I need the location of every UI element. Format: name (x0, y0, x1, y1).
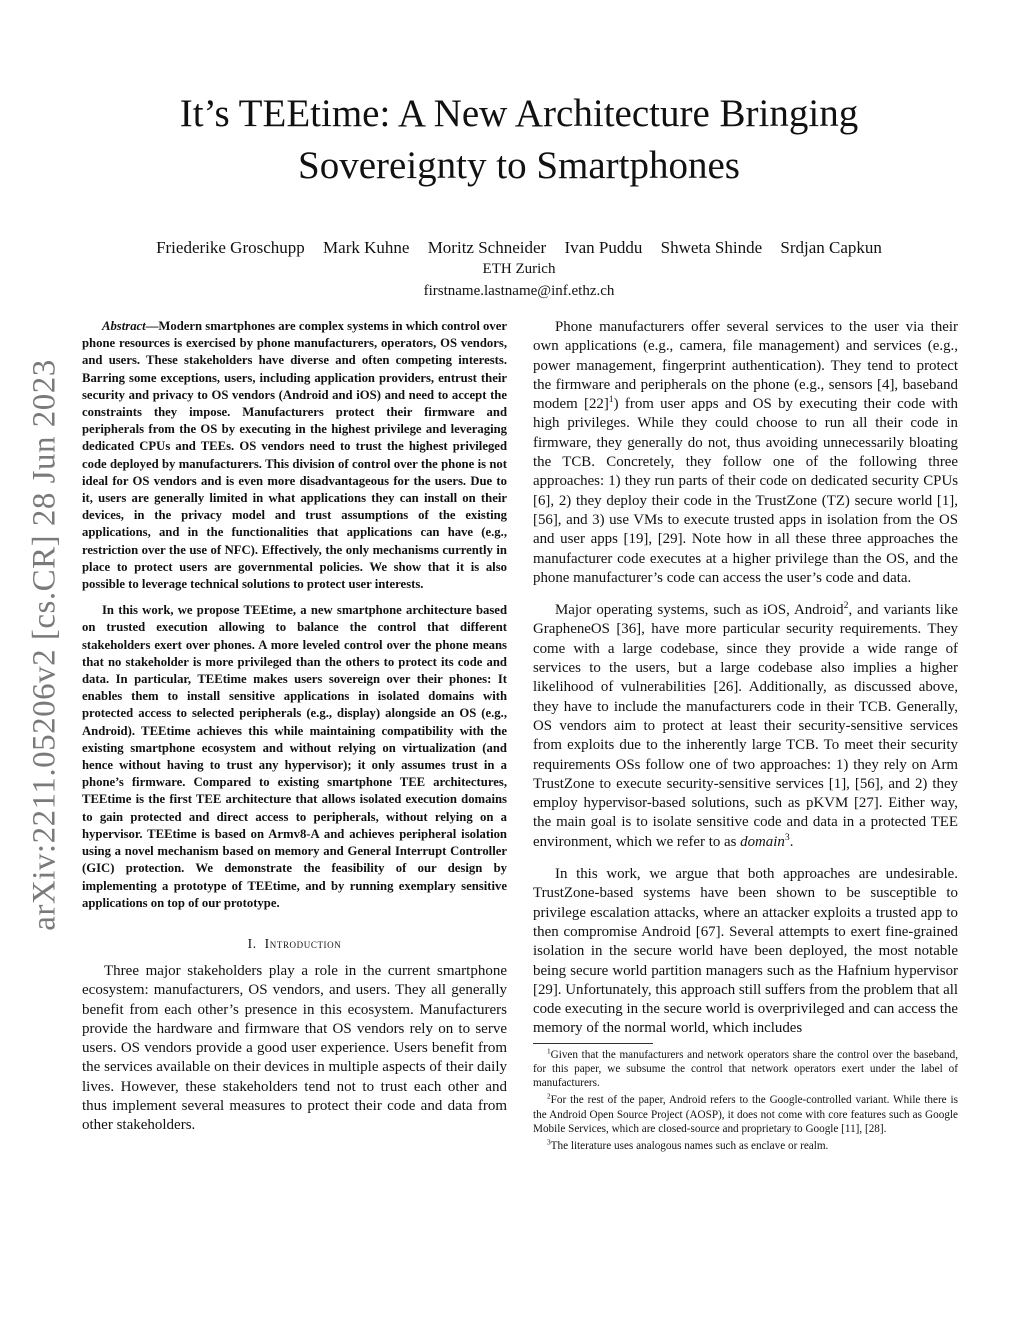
abstract-paragraph-1 (82, 318, 507, 593)
author: Friederike Groschupp (156, 238, 305, 257)
arxiv-side-identifier (10, 360, 80, 930)
arxiv-id-text: arXiv:2211.05206v2 [cs.CR] 28 Jun 2023 (26, 359, 63, 931)
section-title: Introduction (264, 935, 342, 951)
abstract (82, 318, 507, 912)
intro-paragraph-4: In this work, we argue that both approaches are undesirable. TrustZone-based systems have been shown to be susceptible to privilege escalation attacks, where an attacker exploits a trusted app to then compromise Android [67]. Several attempts to exert fine-grained isolation in the secure world have been deployed, the most notable being secure world partition managers such as the Hafnium hypervisor [29]. Unfortunately, this approach still suffers from the problem that all code executing in the secure world is overprivileged and can access the memory of the normal world, which includes (533, 866, 958, 1037)
author: Shweta Shinde (660, 238, 763, 257)
footnote-ref-1: 1 (608, 394, 614, 406)
abstract-dash: — (145, 319, 159, 333)
intro-paragraph-2: Phone manufacturers offer several services to the user via their own applications (e.g., camera, file management) and services (e.g., power management, fingerprint authentication). They tend to protect the firmware and peripherals on the phone (e.g., sensors [4], baseband modem $[22]^1$) from user apps and OS by executing their code with high privileges. While they could choose to run all their code in firmware, they generally do not, thus avoiding unnecessarily bloating the TCB. Concretely, they follow one of the following three approaches: 1) they run parts of their code on dedicated security CPUs [6], 2) they deploy their code in the TrustZone (TZ) secure world [1], [56], and 3) use VMs to execute trusted apps in isolation from the OS and user apps [19], [29]. Note how in all these three approaches the manufacturer code executes at a higher privilege than the OS, and the phone manufacturer’s code can access the user’s code and data. (533, 319, 958, 586)
paper-title (80, 88, 958, 192)
author-email: firstname.lastname@inf.ethz.ch (423, 283, 615, 299)
affiliation: ETH Zurich (482, 261, 556, 277)
footnote-1: $^1$Given that the manufacturers and network operators share the control over the baseband, for this paper, we subsume the control that network operators exert under the label of manufacturers. (533, 1046, 958, 1090)
abstract-paragraph-2: In this work, we propose TEEtime, a new smartphone architecture based on trusted execution allowing to balance the control that different stakeholders exert over phones. A more leveled control over the phone means that no stakeholder is more privileged than the others to protect its code and data. In particular, TEEtime makes users sovereign over their phones: It enables them to install sensitive applications in isolated domains with protected access to selected peripherals (e.g., display) alongside an OS (e.g., Android). TEEtime achieves this while maintaining compatibility with the existing smartphone ecosystem and without relying on virtualization (and hence without having to trust any hypervisor); it only assumes trust in a phone’s firmware. Compared to existing smartphone TEE architectures, TEEtime is the first TEE architecture that allows isolated execution domains to gain protected and direct access to peripherals, without relying on a hypervisor. TEEtime is based on Armv8-A and achieves peripheral isolation using a novel mechanism based on memory and General Interrupt Controller (GIC) protection. We demonstrate the feasibility of our design by implementing a prototype of TEEtime, and by running exemplary sensitive applications on top of our prototype. (82, 603, 507, 910)
author: Moritz Schneider (427, 238, 547, 257)
right-column (533, 318, 958, 1153)
author: Mark Kuhne (323, 238, 410, 257)
left-column (82, 318, 507, 1136)
abstract-label: Abstract (102, 319, 146, 333)
section-number: I. (247, 935, 257, 951)
footnote-3: $^3$The literature uses analogous names such as enclave or realm. (547, 1138, 829, 1152)
section-heading-introduction (82, 936, 507, 952)
intro-paragraph-1: Three major stakeholders play a role in the current smartphone ecosystem: manufacturers, OS vendors, and users. They all generally benefit from each other’s presence in this ecosystem. Manufacturers provide the hardware and firmware that OS vendors rely on to serve users. OS vendors provide a good user experience. Users benefit from the services available on their devices in multiple aspects of their daily lives. However, these stakeholders tend not to trust each other and thus implement several measures to protect their code and data from other stakeholders. (82, 962, 507, 1134)
author-list (80, 238, 958, 258)
intro-text-right (533, 318, 958, 1039)
author: Ivan Puddu (564, 238, 643, 257)
domain-term: domain (740, 833, 785, 850)
footnote-divider (533, 1043, 653, 1044)
author: Srdjan Capkun (780, 238, 882, 257)
footnote-ref-2: 2 (843, 600, 849, 612)
title-line-1: It’s TEEtime: A New Architecture Bringing (179, 92, 859, 135)
footnote-2: $^2$For the rest of the paper, Android refers to the Google-controlled variant. While there is the Android Open Source Project (AOSP), it does not come with core features such as Google Mobile Services, which are closed-source and proprietary to Google [11], [28]. (533, 1092, 958, 1135)
intro-paragraph-3: Major operating systems, such as iOS, Android$^2$, and variants like GrapheneOS [36], have more particular security requirements. They come with a large codebase, since they provide a wide range of services to the users, but a large codebase also implies a higher likelihood of vulnerabilities [26]. Additionally, as discussed above, they have to include the manufacturers code in their TCB. Generally, OS vendors aim to protect at least their security-sensitive services from exploits due to the inherently large TCB. To meet their security requirements OSs follow one of two approaches: 1) they rely on Arm TrustZone to execute security-sensitive services [1], [56], and 2) they employ hypervisor-based solutions, such as pKVM [27]. Either way, the main goal is to isolate sensitive code and data in a protected TEE environment, which we refer to as domain$^3$. (533, 600, 958, 850)
footnote-ref-3: 3 (784, 831, 790, 843)
footnotes (533, 1048, 958, 1153)
intro-text-left (82, 962, 507, 1136)
title-line-2: Sovereignty to Smartphones (298, 144, 740, 187)
abstract-text-1: Modern smartphones are complex systems in which control over phone resources is exercised by phone manufacturers, operators, OS vendors, and users. These stakeholders have diverse and often competing interests. Barring some exceptions, users, including application providers, entrust their security and privacy to OS vendors (Android and iOS) and need to accept the constraints they impose. Manufacturers protect their firmware and peripherals from the OS by executing in the highest privilege and leveraging dedicated CPUs and TEEs. OS vendors need to trust the highest privileged code deployed by manufacturers. This division of control over the phone is not ideal for OS vendors and is even more disadvantageous for the users. Due to it, users are generally limited in what applications they can install on their devices, in the privacy model and trust assumptions of the existing applications, and in the functionalities that applications can have (e.g., restriction over the use of NFC). Effectively, the only mechanisms currently in place to protect users are governmental policies. We show that it is also possible to leverage technical solutions to protect user interests. (82, 319, 507, 592)
